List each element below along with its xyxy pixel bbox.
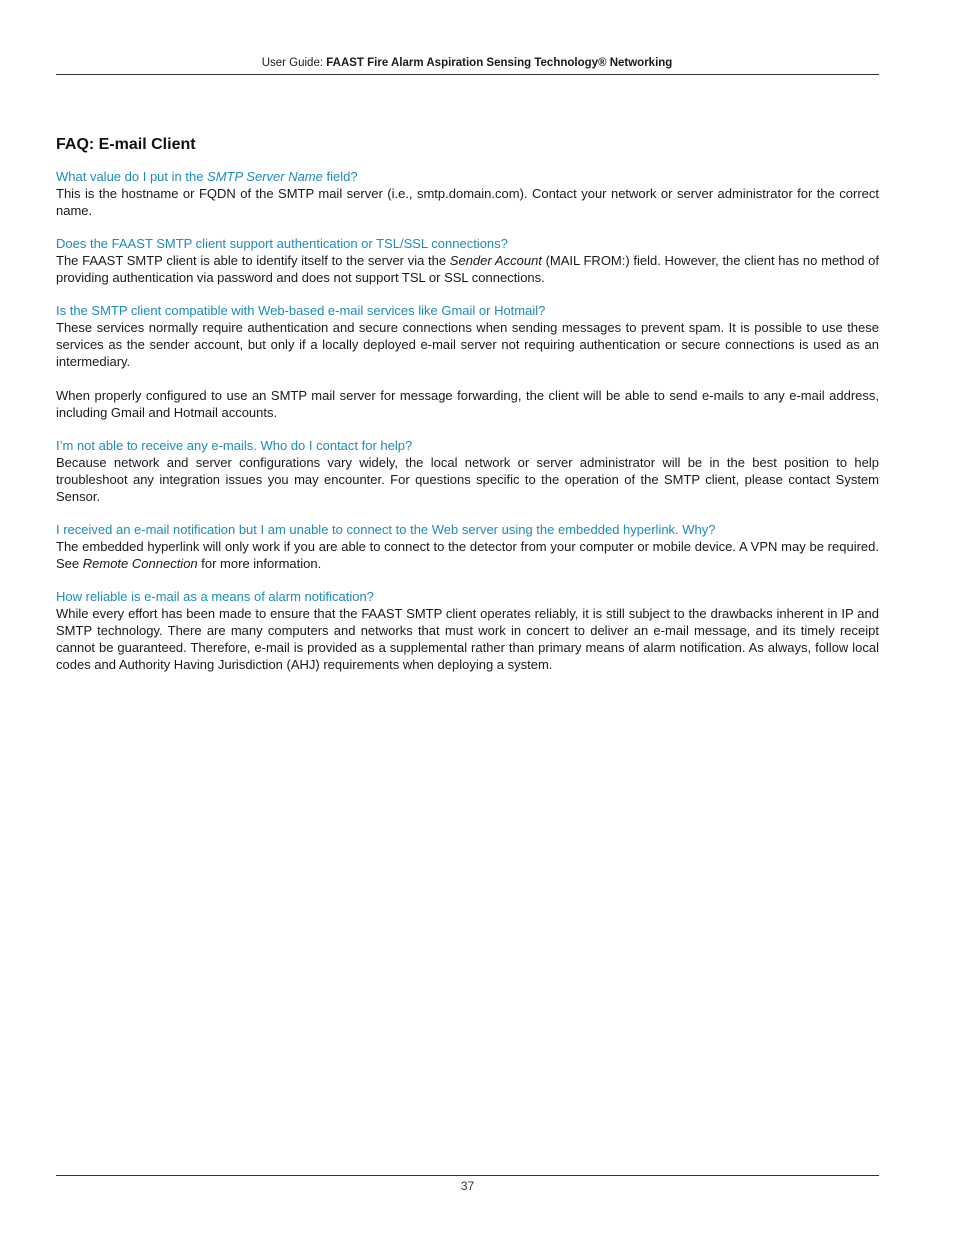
header-prefix: User Guide: (261, 57, 327, 69)
main-content (56, 136, 879, 689)
answer-text-end: (MAIL FROM:) field. However, the client has no method of providing authentication via password and does not support TSL or SSL connections. (56, 253, 879, 285)
faq-question: Does the FAAST SMTP client support authentication or TSL/SSL connections? (56, 236, 508, 251)
faq-item-6 (56, 588, 879, 673)
question-emphasis: SMTP Server Name (207, 169, 323, 184)
faq-question: I’m not able to receive any e-mails. Who do I contact for help? (56, 438, 413, 453)
faq-answer: This is the hostname or FQDN of the SMTP mail server (i.e., smtp.domain.com). Contact your network or server administrator for the correct name. (56, 186, 879, 218)
answer-text: The FAAST SMTP client is able to identify itself to the server via the (56, 253, 450, 268)
faq-answer-continued: When properly configured to use an SMTP mail server for message forwarding, the client will be able to send e-mails to any e-mail address, including Gmail and Hotmail accounts. (56, 388, 879, 420)
faq-question: Is the SMTP client compatible with Web-based e-mail services like Gmail or Hotmail? (56, 303, 546, 318)
answer-emphasis: Remote Connection (82, 556, 198, 571)
question-text: What value do I put in the (56, 169, 208, 184)
faq-question: How reliable is e-mail as a means of alarm notification? (56, 589, 374, 604)
faq-answer: Because network and server configurations vary widely, the local network or server administrator will be in the best position to help troubleshoot any integration issues you may encounter. For questions specific to the operation of the SMTP client, please contact System Sensor. (56, 455, 879, 504)
faq-item-2 (56, 235, 879, 286)
header-title: FAAST Fire Alarm Aspiration Sensing Technology® Networking (326, 57, 673, 69)
faq-item-1 (56, 168, 879, 219)
faq-item-4 (56, 437, 879, 505)
faq-answer: While every effort has been made to ensure that the FAAST SMTP client operates reliably, it is still subject to the drawbacks inherent in IP and SMTP technology. There are many computers and networks that must work in concert to deliver an e-mail message, and its timely receipt cannot be guaranteed. Therefore, e-mail is provided as a supplemental rather than primary means of alarm notification. As always, follow local codes and Authority Having Jurisdiction (AHJ) requirements when deploying a system. (56, 606, 879, 672)
question-text-end: field? (322, 169, 358, 184)
faq-item-3 (56, 302, 879, 421)
answer-text-end: for more information. (197, 556, 322, 571)
faq-answer: These services normally require authentication and secure connections when sending messages to prevent spam. It is possible to use these services as the sender account, but only if a locally deployed e-mail server not requiring authentication or secure connections is used as an intermediary. (56, 320, 879, 369)
faq-answer (56, 538, 879, 572)
faq-item-5 (56, 521, 879, 572)
header-rule (56, 74, 879, 75)
faq-answer (56, 252, 879, 286)
running-header (56, 57, 878, 69)
page-number: 37 (460, 1179, 475, 1193)
answer-text: The embedded hyperlink will only work if you are able to connect to the detector from your computer or mobile device. A VPN may be required. See (56, 539, 879, 571)
answer-emphasis: Sender Account (449, 253, 542, 268)
faq-question: I received an e-mail notification but I am unable to connect to the Web server using the embedded hyperlink. Why? (56, 522, 716, 537)
footer-rule (56, 1175, 879, 1176)
faq-question (56, 168, 879, 185)
section-title: FAQ: E-mail Client (56, 136, 196, 153)
